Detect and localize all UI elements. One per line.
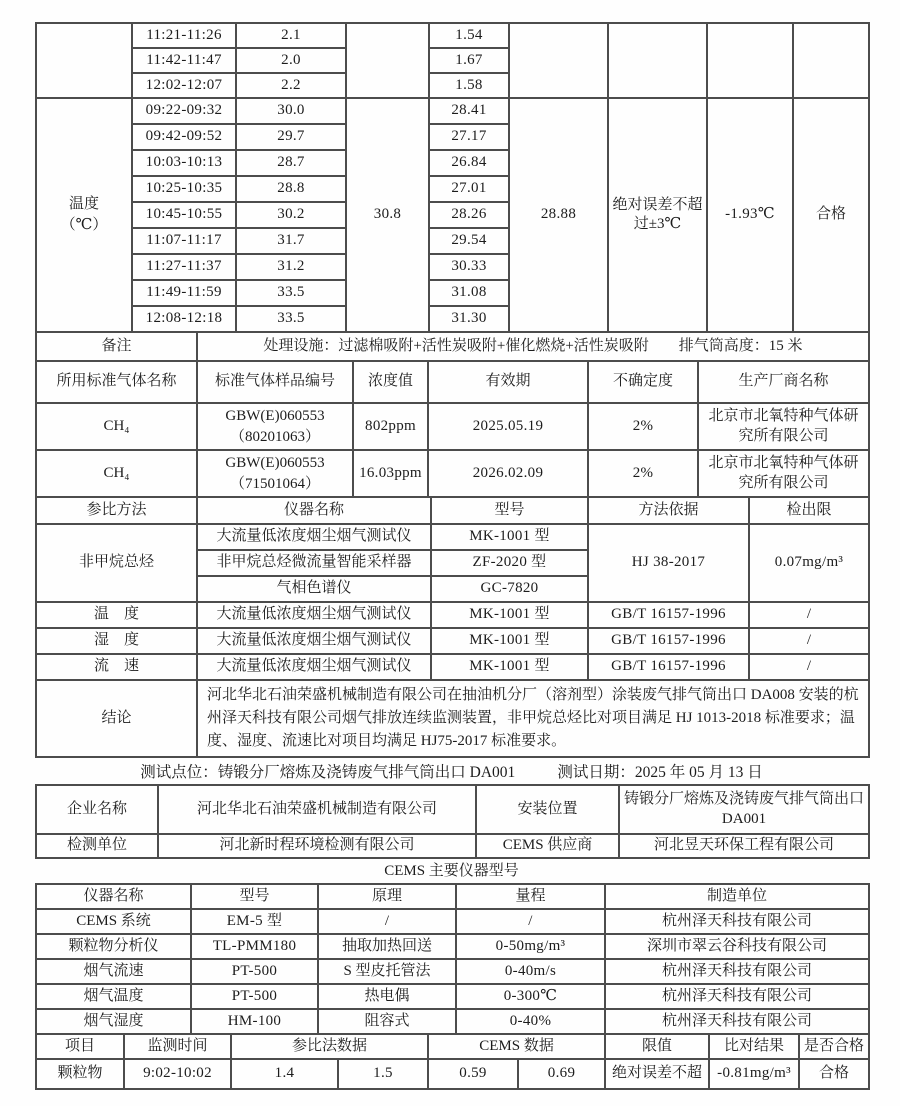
col-header: 型号 — [191, 884, 318, 909]
gas-name-cell: CH₄ — [36, 403, 197, 450]
time-cell: 10:45-10:55 — [132, 202, 236, 228]
principle-cell: 阻容式 — [318, 1009, 456, 1034]
sample-no-line2: （80201063） — [229, 428, 320, 445]
time-cell: 09:42-09:52 — [132, 124, 236, 150]
limit-cell: 绝对误差不超过±3℃ — [608, 98, 707, 332]
validity-cell: 2025.05.19 — [428, 403, 588, 450]
ref-value-cell: 28.8 — [236, 176, 346, 202]
sample-no-line1: GBW(E)060553 — [225, 407, 325, 424]
table-row — [36, 785, 869, 834]
ref-value-cell: 33.5 — [236, 280, 346, 306]
sample-no-cell — [197, 450, 353, 497]
ref-value-cell: 30.2 — [236, 202, 346, 228]
cems-value-cell: 31.30 — [429, 306, 509, 332]
cems-value-cell: 28.26 — [429, 202, 509, 228]
table-row — [36, 984, 869, 1009]
col-header: 所用标准气体名称 — [36, 361, 197, 403]
time-cell: 11:42-11:47 — [132, 48, 236, 73]
table-row — [36, 959, 869, 984]
parameter-comparison-table — [35, 22, 870, 333]
report-body — [35, 0, 868, 1090]
instrument-name-cell: CEMS 系统 — [36, 909, 191, 934]
table-row — [36, 332, 869, 361]
col-header: 比对结果 — [709, 1034, 799, 1059]
range-cell: 0-50mg/m³ — [456, 934, 605, 959]
table-header-row — [36, 884, 869, 909]
ref-value-cell: 33.5 — [236, 306, 346, 332]
cems-value-cell: 27.01 — [429, 176, 509, 202]
col-header: 有效期 — [428, 361, 588, 403]
table-row — [36, 654, 869, 680]
model-cell: MK-1001 型 — [431, 524, 588, 550]
table-header-row — [36, 361, 869, 403]
table-row — [36, 934, 869, 959]
item-cell: 颗粒物 — [36, 1059, 124, 1089]
model-cell: ZF-2020 型 — [431, 550, 588, 576]
model-cell: MK-1001 型 — [431, 602, 588, 628]
table-row — [36, 1009, 869, 1034]
model-cell: TL-PMM180 — [191, 934, 318, 959]
cems-value-cell: 26.84 — [429, 150, 509, 176]
col-header: 浓度值 — [353, 361, 428, 403]
table-row — [36, 1059, 869, 1089]
time-cell: 10:03-10:13 — [132, 150, 236, 176]
col-header: 制造单位 — [605, 884, 869, 909]
maker-cell: 杭州泽天科技有限公司 — [605, 1009, 869, 1034]
pass-cell-empty — [793, 23, 869, 98]
col-header: 限值 — [605, 1034, 709, 1059]
time-cell: 11:27-11:37 — [132, 254, 236, 280]
cems-value-cell: 1.54 — [429, 23, 509, 48]
manufacturer-cell: 北京市北氧特种气体研究所有限公司 — [698, 403, 869, 450]
maker-cell: 杭州泽天科技有限公司 — [605, 984, 869, 1009]
ref-avg-cell-empty — [346, 23, 429, 98]
instrument-cell: 大流量低浓度烟尘烟气测试仪 — [197, 654, 431, 680]
col-header: 参比方法 — [36, 497, 197, 524]
col-header: 仪器名称 — [197, 497, 431, 524]
limit-cell-empty — [608, 23, 707, 98]
cems-value-cell: 0.69 — [518, 1059, 605, 1089]
cems-value-cell: 31.08 — [429, 280, 509, 306]
cems-value-cell: 1.67 — [429, 48, 509, 73]
cems-value-cell: 30.33 — [429, 254, 509, 280]
detection-limit-cell: 0.07mg/m³ — [749, 524, 869, 602]
ref-value-cell: 2.1 — [236, 23, 346, 48]
param-name: 温度 — [68, 196, 99, 212]
cems-avg-cell: 28.88 — [509, 98, 608, 332]
range-cell: 0-300℃ — [456, 984, 605, 1009]
param-label-cell-empty — [36, 23, 132, 98]
site-info-table — [35, 784, 870, 859]
col-header: 不确定度 — [588, 361, 698, 403]
maker-cell: 深圳市翠云谷科技有限公司 — [605, 934, 869, 959]
reference-method-table — [35, 496, 870, 681]
ref-value-cell: 28.7 — [236, 150, 346, 176]
col-header: 型号 — [431, 497, 588, 524]
range-cell: / — [456, 909, 605, 934]
param-cell: 流 速 — [36, 654, 197, 680]
table-row — [36, 628, 869, 654]
col-header: 检出限 — [749, 497, 869, 524]
method-cell: GB/T 16157-1996 — [588, 654, 749, 680]
conclusion-table — [35, 679, 870, 758]
instrument-name-cell: 颗粒物分析仪 — [36, 934, 191, 959]
table-row — [36, 602, 869, 628]
method-cell: HJ 38-2017 — [588, 524, 749, 602]
table-row — [36, 98, 869, 124]
col-header: CEMS 数据 — [428, 1034, 605, 1059]
pass-cell: 合格 — [799, 1059, 869, 1089]
test-org-value: 河北新时程环境检测有限公司 — [158, 834, 476, 858]
result-cell-empty — [707, 23, 793, 98]
col-header: 项目 — [36, 1034, 124, 1059]
col-header: 仪器名称 — [36, 884, 191, 909]
principle-cell: 抽取加热回送 — [318, 934, 456, 959]
result-cell: -1.93℃ — [707, 98, 793, 332]
uncertainty-cell: 2% — [588, 403, 698, 450]
ref-value-cell: 2.2 — [236, 73, 346, 98]
model-cell: MK-1001 型 — [431, 654, 588, 680]
col-header: 生产厂商名称 — [698, 361, 869, 403]
param-cell: 湿 度 — [36, 628, 197, 654]
table-row — [36, 680, 869, 757]
col-header: 监测时间 — [124, 1034, 231, 1059]
remark-label: 备注 — [36, 332, 197, 361]
range-cell: 0-40m/s — [456, 959, 605, 984]
gas-name-cell: CH₄ — [36, 450, 197, 497]
table-row — [36, 834, 869, 858]
install-location-label: 安装位置 — [476, 785, 619, 834]
manufacturer-cell: 北京市北氧特种气体研究所有限公司 — [698, 450, 869, 497]
install-location-value: 铸锻分厂熔炼及浇铸废气排气筒出口 DA001 — [619, 785, 869, 834]
time-cell: 09:22-09:32 — [132, 98, 236, 124]
enterprise-label: 企业名称 — [36, 785, 158, 834]
model-cell: PT-500 — [191, 984, 318, 1009]
table-row — [36, 23, 869, 48]
param-cell: 温 度 — [36, 602, 197, 628]
instrument-cell: 气相色谱仪 — [197, 576, 431, 602]
col-header: 标准气体样品编号 — [197, 361, 353, 403]
model-cell: HM-100 — [191, 1009, 318, 1034]
test-info-line — [35, 758, 868, 784]
model-cell: EM-5 型 — [191, 909, 318, 934]
test-point: 测试点位：铸锻分厂熔炼及浇铸废气排气筒出口 DA001 — [140, 764, 516, 781]
concentration-cell: 802ppm — [353, 403, 428, 450]
time-cell: 11:07-11:17 — [132, 228, 236, 254]
col-header: 参比法数据 — [231, 1034, 428, 1059]
param-cell: 非甲烷总烃 — [36, 524, 197, 602]
uncertainty-cell: 2% — [588, 450, 698, 497]
sample-no-line2: （71501064） — [229, 475, 320, 492]
time-cell: 9:02-10:02 — [124, 1059, 231, 1089]
remark-table — [35, 331, 870, 362]
method-cell: GB/T 16157-1996 — [588, 602, 749, 628]
sample-no-cell — [197, 403, 353, 450]
table-row — [36, 909, 869, 934]
detection-limit-cell: / — [749, 654, 869, 680]
method-cell: GB/T 16157-1996 — [588, 628, 749, 654]
ref-value-cell: 31.2 — [236, 254, 346, 280]
instrument-cell: 非甲烷总烃微流量智能采样器 — [197, 550, 431, 576]
enterprise-value: 河北华北石油荣盛机械制造有限公司 — [158, 785, 476, 834]
time-cell: 11:21-11:26 — [132, 23, 236, 48]
time-cell: 10:25-10:35 — [132, 176, 236, 202]
instrument-cell: 大流量低浓度烟尘烟气测试仪 — [197, 602, 431, 628]
ref-value-cell: 29.7 — [236, 124, 346, 150]
time-cell: 12:08-12:18 — [132, 306, 236, 332]
cems-value-cell: 1.58 — [429, 73, 509, 98]
cems-avg-cell-empty — [509, 23, 608, 98]
table-header-row — [36, 497, 869, 524]
limit-cell: 绝对误差不超 — [605, 1059, 709, 1089]
maker-cell: 杭州泽天科技有限公司 — [605, 909, 869, 934]
test-date: 测试日期：2025 年 05 月 13 日 — [557, 764, 763, 781]
cems-value-cell: 0.59 — [428, 1059, 518, 1089]
pass-cell: 合格 — [793, 98, 869, 332]
table-row — [36, 524, 869, 550]
principle-cell: 热电偶 — [318, 984, 456, 1009]
conclusion-label: 结论 — [36, 680, 197, 757]
sample-no-line1: GBW(E)060553 — [225, 454, 325, 471]
cems-supplier-label: CEMS 供应商 — [476, 834, 619, 858]
table-header-row — [36, 1034, 869, 1059]
col-header: 原理 — [318, 884, 456, 909]
table-row — [36, 450, 869, 497]
ref-value-cell: 1.5 — [338, 1059, 428, 1089]
instrument-name-cell: 烟气温度 — [36, 984, 191, 1009]
cems-value-cell: 28.41 — [429, 98, 509, 124]
col-header: 量程 — [456, 884, 605, 909]
standard-gas-table — [35, 360, 870, 498]
ref-value-cell: 2.0 — [236, 48, 346, 73]
table-row — [36, 403, 869, 450]
col-header: 方法依据 — [588, 497, 749, 524]
validity-cell: 2026.02.09 — [428, 450, 588, 497]
maker-cell: 杭州泽天科技有限公司 — [605, 959, 869, 984]
detection-limit-cell: / — [749, 602, 869, 628]
cems-value-cell: 29.54 — [429, 228, 509, 254]
concentration-cell: 16.03ppm — [353, 450, 428, 497]
model-cell: PT-500 — [191, 959, 318, 984]
cems-value-cell: 27.17 — [429, 124, 509, 150]
instrument-cell: 大流量低浓度烟尘烟气测试仪 — [197, 524, 431, 550]
instrument-name-cell: 烟气流速 — [36, 959, 191, 984]
model-cell: GC-7820 — [431, 576, 588, 602]
ref-avg-cell: 30.8 — [346, 98, 429, 332]
instrument-name-cell: 烟气湿度 — [36, 1009, 191, 1034]
model-cell: MK-1001 型 — [431, 628, 588, 654]
conclusion-text: 河北华北石油荣盛机械制造有限公司在抽油机分厂（溶剂型）涂装废气排气筒出口 DA008 安装的杭州泽天科技有限公司烟气排放连续监测装置，非甲烷总烃比对项目满足 HJ 1013-2018 标准要求；温度、湿度、流速比对项目均满足 HJ75-2017 标准要求。 — [197, 680, 869, 757]
cems-instruments-caption: CEMS 主要仪器型号 — [384, 863, 519, 879]
remark-text: 处理设施：过滤棉吸附+活性炭吸附+催化燃烧+活性炭吸附 排气筒高度：15 米 — [197, 332, 869, 361]
time-cell: 11:49-11:59 — [132, 280, 236, 306]
time-cell: 12:02-12:07 — [132, 73, 236, 98]
range-cell: 0-40% — [456, 1009, 605, 1034]
param-label-cell — [36, 98, 132, 332]
instrument-cell: 大流量低浓度烟尘烟气测试仪 — [197, 628, 431, 654]
principle-cell: / — [318, 909, 456, 934]
result-cell: -0.81mg/m³ — [709, 1059, 799, 1089]
ref-value-cell: 31.7 — [236, 228, 346, 254]
ref-value-cell: 1.4 — [231, 1059, 338, 1089]
cems-instruments-table — [35, 883, 870, 1035]
principle-cell: S 型皮托管法 — [318, 959, 456, 984]
col-header: 是否合格 — [799, 1034, 869, 1059]
detection-limit-cell: / — [749, 628, 869, 654]
ref-value-cell: 30.0 — [236, 98, 346, 124]
param-unit: （℃） — [60, 217, 108, 233]
cems-supplier-value: 河北昱天环保工程有限公司 — [619, 834, 869, 858]
pm-comparison-table — [35, 1033, 870, 1090]
test-org-label: 检测单位 — [36, 834, 158, 858]
